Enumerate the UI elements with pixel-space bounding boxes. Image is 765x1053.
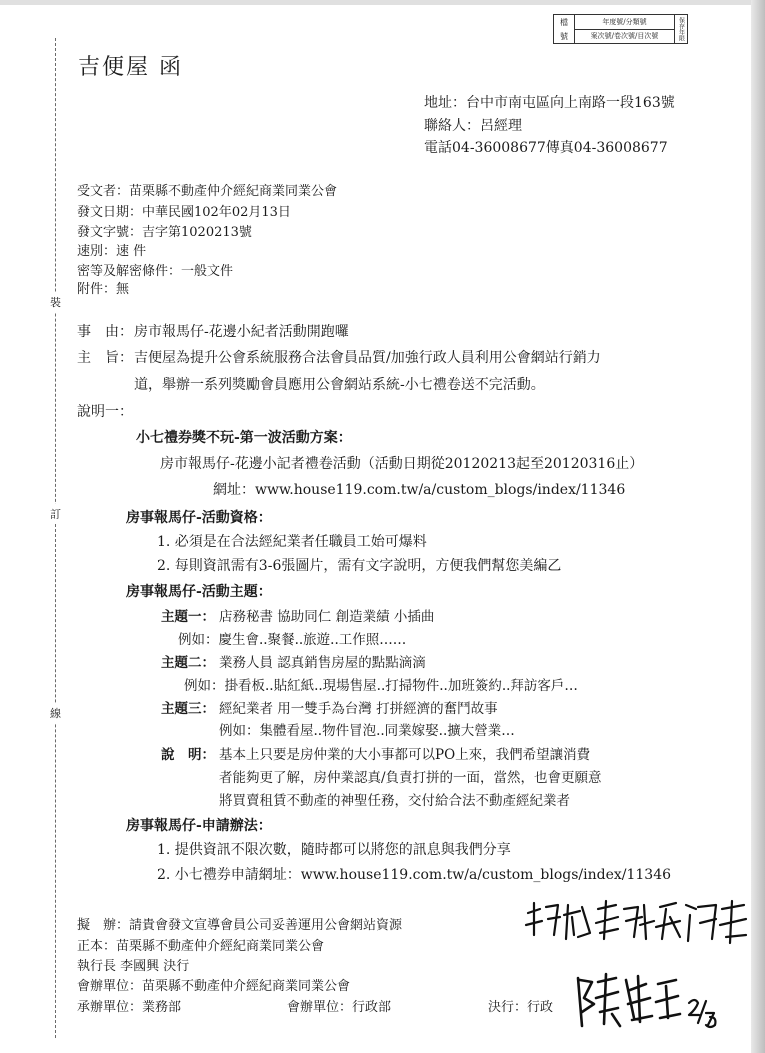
explanation-label: 說明一： (77, 404, 133, 420)
co-sign-unit: 會辦單位：行政部 (287, 1000, 392, 1015)
note-line: 者能夠更了解，房仲業認真/負責打拼的一面，當然，也會更願意 (219, 770, 602, 786)
binding-mark-ding: 訂 (49, 504, 62, 524)
letter-title: 吉便屋 函 (78, 55, 183, 80)
doc-number: 發文字號：吉字第1020213號 (77, 225, 252, 240)
archive-row-year: 年度號/分類號 (575, 15, 674, 30)
archive-row-case: 案次號/卷次號/目次號 (590, 32, 659, 41)
contact-person: 聯絡人：呂經理 (424, 118, 522, 134)
main-label: 主 旨： (77, 350, 133, 366)
executive-decision: 執行長 李國興 決行 (77, 959, 190, 974)
scan-top-edge (0, 0, 765, 5)
speed-class: 速別：速 件 (77, 244, 147, 259)
handling-unit: 承辦單位：業務部 (77, 1000, 182, 1015)
note-line: 將買賣租賃不動產的神聖任務，交付給合法不動產經紀業者 (219, 793, 570, 809)
theme1-example: 例如：慶生會..聚餐..旅遊..工作照…… (178, 632, 407, 648)
qualification-title: 房事報馬仔-活動資格： (126, 510, 272, 526)
theme1-text: 店務秘書 協助同仁 創造業績 小插曲 (219, 609, 435, 625)
campaign-website: 網址：www.house119.com.tw/a/custom_blogs/index/11346 (213, 482, 626, 498)
decision-label: 決行：行政 (488, 1000, 554, 1015)
handwritten-date-drawing (686, 995, 720, 1031)
theme-title: 房事報馬仔-活動主題： (126, 584, 272, 600)
archive-number-box (553, 14, 688, 44)
original-copy: 正本：苗栗縣不動產仲介經紀商業同業公會 (77, 939, 325, 954)
binding-mark-zhuang: 裝 (49, 292, 62, 312)
main-line-1: 吉便屋為提升公會系統服務合法會員品質/加強行政人員利用公會網站行銷力 (134, 350, 601, 366)
theme2-text: 業務人員 認真銷售房屋的點點滴滴 (219, 655, 426, 671)
apply-title: 房事報馬仔-申請辦法： (126, 818, 272, 834)
theme2-example: 例如：掛看板..貼紅紙..現場售屋..打掃物件..加班簽約..拜訪客戶… (184, 678, 578, 694)
note-line: 基本上只要是房仲業的大小事都可以PO上來，我們希望讓消費 (219, 747, 591, 763)
subject-text: 房市報馬仔-花邊小紀者活動開跑囉 (134, 324, 349, 340)
apply-item: 1. 提供資訊不限次數，隨時都可以將您的訊息與我們分享 (157, 842, 511, 858)
theme3-text: 經紀業者 用一雙手為台灣 打拼經濟的奮鬥故事 (219, 701, 498, 717)
note-label: 說 明： (161, 747, 215, 763)
theme3-label: 主題三： (161, 701, 215, 717)
qualification-item: 1. 必須是在合法經紀業者任職員工始可爆料 (157, 534, 427, 550)
handwritten-note-drawing (520, 895, 750, 965)
theme3-example: 例如：集體看屋..物件冒泡..同業嫁娶..擴大營業… (219, 723, 515, 739)
qualification-item: 2. 每則資訊需有3-6張圖片，需有文字說明，方便我們幫您美編乙 (157, 558, 562, 574)
binding-line (55, 38, 56, 1038)
archive-retention: 保存年限 (674, 15, 687, 43)
security-class: 密等及解密條件：一般文件 (77, 264, 234, 279)
scan-right-edge (751, 0, 765, 1053)
issue-date: 發文日期：中華民國102年02月13日 (77, 205, 291, 220)
handwritten-signature-drawing (572, 968, 682, 1034)
proposal: 擬 辦：請貴會發文宣導會員公司妥善運用公會網站資源 (77, 918, 403, 933)
archive-label-bottom: 號 (560, 31, 568, 41)
main-line-2: 道，舉辦一系列獎勵會員應用公會網站系統-小七禮卷送不完活動。 (134, 377, 545, 393)
phone-fax: 電話04-36008677傳真04-36008677 (424, 140, 668, 156)
attachment: 附件：無 (77, 282, 130, 297)
address: 地址：台中市南屯區向上南路一段163號 (424, 95, 675, 111)
recipient: 受文者：苗栗縣不動產仲介經紀商業同業公會 (77, 184, 338, 199)
campaign-title: 小七禮券獎不玩-第一波活動方案： (136, 430, 352, 446)
binding-mark-xian: 線 (49, 703, 62, 723)
campaign-line: 房市報馬仔-花邊小記者禮卷活動（活動日期從20120213起至20120316止） (160, 456, 644, 472)
archive-label-top: 檔 (560, 17, 568, 27)
subject-label: 事 由： (77, 324, 133, 340)
apply-item: 2. 小七禮券申請網址：www.house119.com.tw/a/custom_blogs/index/11346 (157, 867, 672, 883)
co-unit: 會辦單位：苗栗縣不動產仲介經紀商業同業公會 (77, 979, 351, 994)
theme1-label: 主題一： (161, 609, 215, 625)
theme2-label: 主題二： (161, 655, 215, 671)
